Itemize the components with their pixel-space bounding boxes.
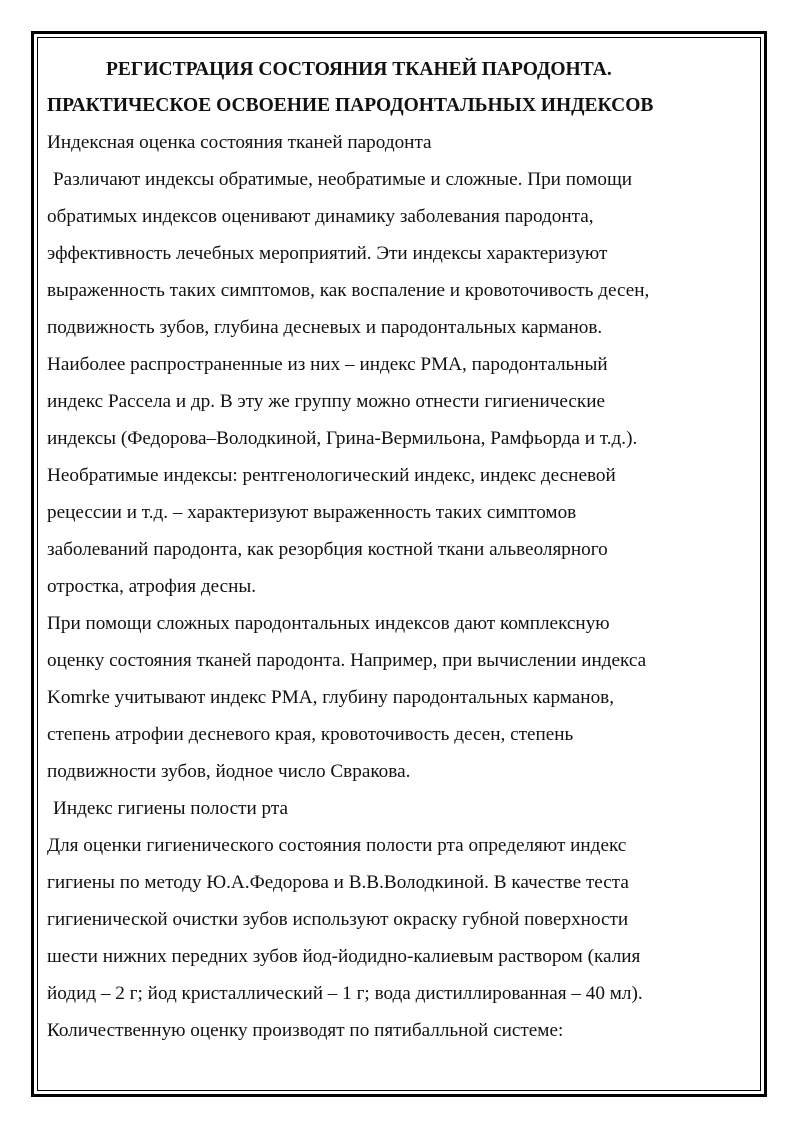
text-line: Количественную оценку производят по пятибалльной системе: (47, 1020, 564, 1041)
text-line: Необратимые индексы: рентгенологический индекс, индекс десневой (47, 465, 616, 486)
document-title-line-1: РЕГИСТРАЦИЯ СОСТОЯНИЯ ТКАНЕЙ ПАРОДОНТА. (106, 59, 612, 80)
text-line: заболеваний пародонта, как резорбция костной ткани альвеолярного (47, 539, 608, 560)
text-line: При помощи сложных пародонтальных индексов дают комплексную (47, 613, 610, 634)
text-line: Различают индексы обратимые, необратимые и сложные. При помощи (53, 169, 633, 190)
text-line: Для оценки гигиенического состояния полости рта определяют индекс (47, 835, 627, 856)
text-line: Наиболее распространенные из них – индекс РМА, пародонтальный (47, 354, 608, 375)
text-line: Komrke учитывают индекс РМА, глубину пародонтальных карманов, (47, 687, 615, 708)
document-body (47, 52, 737, 1049)
text-line: индекс Рассела и др. В эту же группу можно отнести гигиенические (47, 391, 605, 412)
text-line: подвижность зубов, глубина десневых и пародонтальных карманов. (47, 317, 603, 338)
text-line: гигиены по методу Ю.А.Федорова и В.В.Володкиной. В качестве теста (47, 872, 629, 893)
text-line: оценку состояния тканей пародонта. Например, при вычислении индекса (47, 650, 647, 671)
text-line: отростка, атрофия десны. (47, 576, 257, 597)
text-line: выраженность таких симптомов, как воспаление и кровоточивость десен, (47, 280, 650, 301)
text-line: гигиенической очистки зубов используют окраску губной поверхности (47, 909, 629, 930)
text-line: индексы (Федорова–Володкиной, Грина-Вермильона, Рамфьорда и т.д.). (47, 428, 638, 449)
text-line: шести нижних передних зубов йод-йодидно-калиевым раствором (калия (47, 946, 641, 967)
text-line: подвижности зубов, йодное число Свракова. (47, 761, 411, 782)
text-line: степень атрофии десневого края, кровоточивость десен, степень (47, 724, 574, 745)
section-heading-oral-hygiene-index: Индекс гигиены полости рта (53, 798, 289, 819)
text-line: рецессии и т.д. – характеризуют выраженность таких симптомов (47, 502, 577, 523)
text-line: йодид – 2 г; йод кристаллический – 1 г; вода дистиллированная – 40 мл). (47, 983, 643, 1004)
document-title-line-2: ПРАКТИЧЕСКОЕ ОСВОЕНИЕ ПАРОДОНТАЛЬНЫХ ИНДЕКСОВ (47, 95, 654, 116)
text-line: обратимых индексов оценивают динамику заболевания пародонта, (47, 206, 594, 227)
section-heading-index-assessment: Индексная оценка состояния тканей пародонта (47, 132, 432, 153)
text-line: эффективность лечебных мероприятий. Эти индексы характеризуют (47, 243, 608, 264)
